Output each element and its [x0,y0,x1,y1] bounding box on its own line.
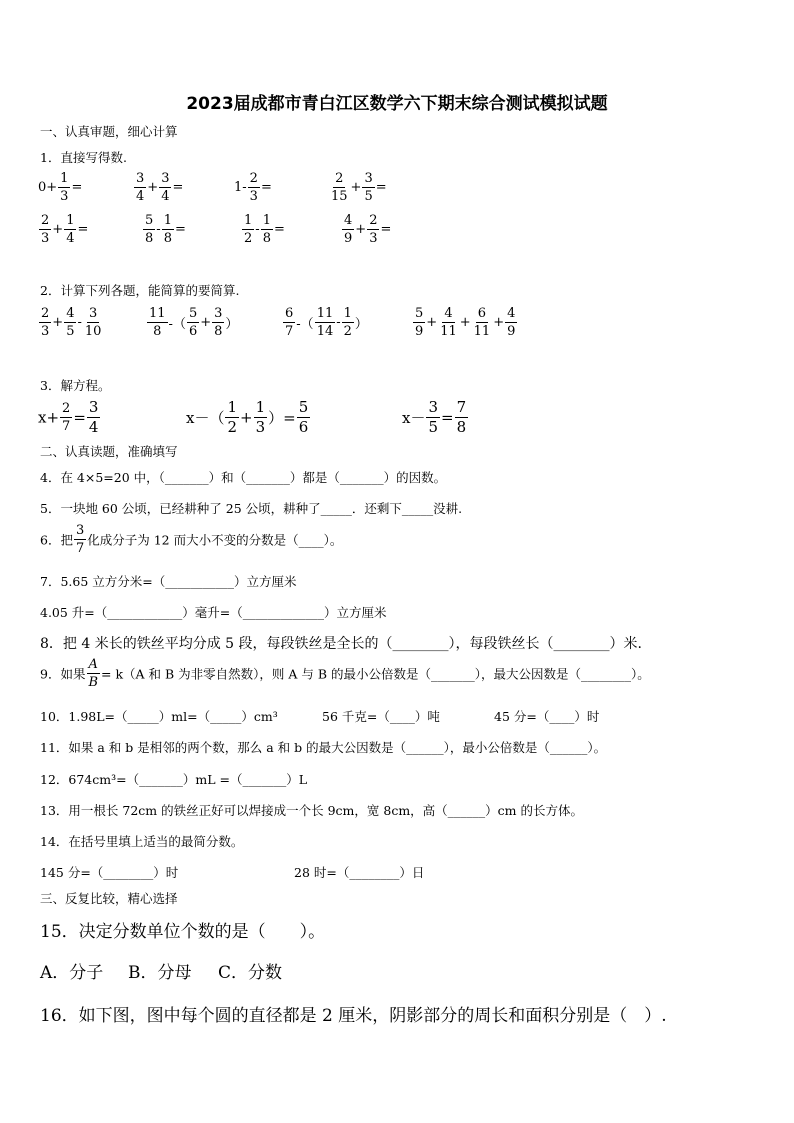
question-5: 5．一块地 60 公顷，已经耕种了 25 公顷，耕种了_____．还剩下_____没耕. [40,501,463,516]
q1-item-2: $\frac{3}{4}$ + $\frac{3}{4}$ = [136,171,184,204]
section-heading-2: 二、认真读题，准确填写 [40,444,178,459]
q1-item-8: $\frac{4}{9}$ + $\frac{2}{3}$ = [344,213,392,246]
question-11: 11．如果 a 和 b 是相邻的两个数，那么 a 和 b 的最大公因数是（______），最小公倍数是（______）。 [40,740,607,755]
question-12: 12．674cm³=（_______）mL =（_______）L [40,772,308,787]
q2-expression-4: $\frac{5}{9}$ + $\frac{4}{11}$ + $\frac{6}{11}$ + $\frac{4}{9}$ [415,306,516,339]
question-7-part-2: 4.05 升=（____________）毫升=（_____________）立方厘米 [40,605,387,620]
q3-equation-1: x+ $\frac{2}{7}$ = $\frac{3}{4}$ [38,398,99,436]
q3-equation-3: x－ $\frac{3}{5}$ = $\frac{7}{8}$ [402,398,467,436]
question-14-part-2: 28 时=（________）日 [294,865,425,880]
section-heading-1: 一、认真审题，细心计算 [40,124,178,139]
question-4: 4．在 4×5=20 中，（_______）和（_______）都是（_______）的因数。 [40,470,447,485]
q1-item-3: 1- $\frac{2}{3}$ = [234,171,272,204]
q1-item-5: $\frac{2}{3}$ + $\frac{1}{4}$ = [41,213,89,246]
question-10-part-3: 45 分=（____）时 [494,709,600,724]
question-14-part-1: 145 分=（________）时 [40,865,179,880]
question-15-option-a: A．分子 [40,963,104,983]
question-15-option-c: C．分数 [218,963,283,983]
question-15-option-b: B．分母 [128,963,192,983]
question-10-part-2: 56 千克=（____）吨 [322,709,440,724]
question-13: 13．用一根长 72cm 的铁丝正好可以焊接成一个长 9cm，宽 8cm，高（______）cm 的长方体。 [40,803,584,818]
question-1-label: 1．直接写得数. [40,150,127,165]
q1-item-1: 0+ $\frac{1}{3}$ = [38,171,83,204]
section-heading-3: 三、反复比较，精心选择 [40,891,178,906]
page-title: 2023届成都市青白江区数学六下期末综合测试模拟试题 [186,94,608,114]
q2-expression-3: $\frac{6}{7}$ -（ $\frac{11}{14}$ - $\frac{1}{2}$ ） [285,306,368,339]
question-2-label: 2．计算下列各题，能简算的要简算. [40,283,240,298]
q1-item-4: $\frac{2}{15}$ + $\frac{3}{5}$ = [331,171,387,204]
question-9: 9．如果 $\frac{A}{B}$ = k（A 和 B 为非零自然数），则 A 与 B 的最小公倍数是（_______），最大公因数是（________）。 [40,657,650,690]
question-15: 15．决定分数单位个数的是（ ）。 [40,922,326,942]
q3-equation-2: x－（ $\frac{1}{2}$ + $\frac{1}{3}$ ）= $\frac{5}{6}$ [186,398,309,436]
question-10-part-1: 10．1.98L=（_____）ml=（_____）cm³ [40,709,278,724]
question-3-label: 3．解方程。 [40,378,111,393]
question-14-label: 14．在括号里填上适当的最简分数。 [40,834,244,849]
question-7-part-1: 7．5.65 立方分米=（___________）立方厘米 [40,574,297,589]
question-8: 8．把 4 米长的铁丝平均分成 5 段，每段铁丝是全长的（________），每段铁丝长（________）米. [40,636,642,652]
q2-expression-1: $\frac{2}{3}$ + $\frac{4}{5}$ - $\frac{3}{10}$ [41,306,102,339]
q1-item-6: $\frac{5}{8}$ - $\frac{1}{8}$ = [145,213,186,246]
question-6: 6．把 $\frac{3}{7}$ 化成分子为 12 而大小不变的分数是（____）。 [40,523,343,556]
q2-expression-2: $\frac{11}{8}$ -（ $\frac{5}{6}$ + $\frac{3}{8}$ ） [149,306,239,339]
question-16: 16．如下图，图中每个圆的直径都是 2 厘米，阴影部分的周长和面积分别是（ ）. [40,1006,667,1026]
q1-item-7: $\frac{1}{2}$ - $\frac{1}{8}$ = [244,213,285,246]
